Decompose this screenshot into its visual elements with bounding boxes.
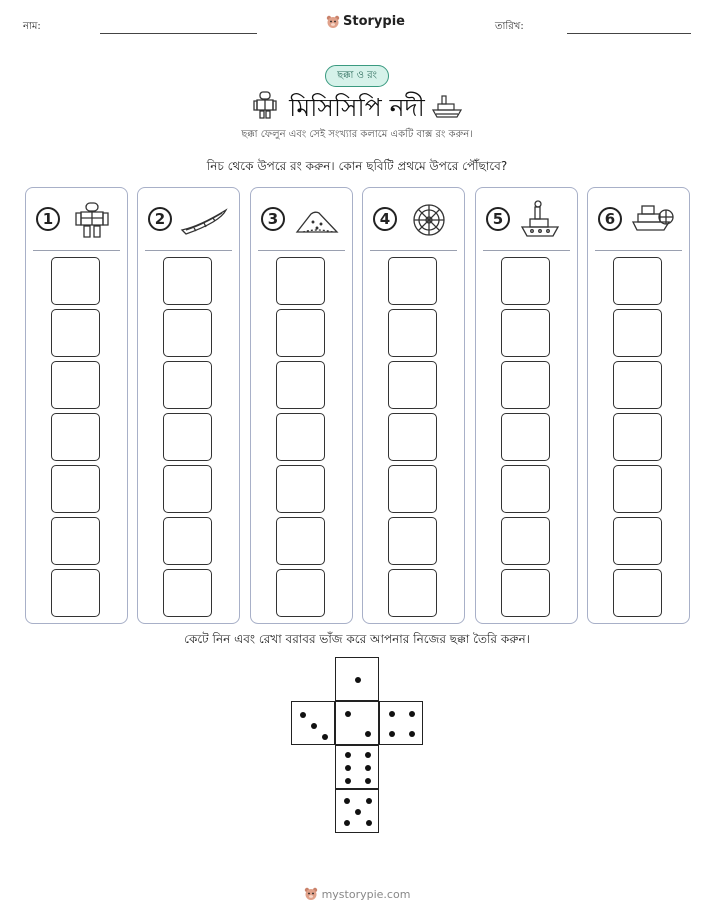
die-pip	[366, 798, 372, 804]
paddle-wheel-icon	[405, 200, 453, 240]
column-number: 5	[486, 207, 510, 231]
color-box[interactable]	[501, 361, 550, 409]
canoe-icon	[180, 200, 228, 240]
die-pip	[345, 765, 351, 771]
instruction-text: নিচ থেকে উপরে রং করুন। কোন ছবিটি প্রথমে উপরে পৌঁছাবে?	[206, 159, 508, 173]
color-box[interactable]	[276, 309, 325, 357]
color-box[interactable]	[163, 361, 212, 409]
color-box[interactable]	[613, 413, 662, 461]
color-box[interactable]	[163, 413, 212, 461]
color-box[interactable]	[163, 257, 212, 305]
die-face-1	[335, 657, 379, 701]
color-box[interactable]	[163, 465, 212, 513]
color-box[interactable]	[613, 569, 662, 617]
column-1	[25, 187, 128, 624]
color-box[interactable]	[501, 413, 550, 461]
date-label: তারিখ:	[495, 21, 524, 32]
color-box[interactable]	[51, 465, 100, 513]
color-box[interactable]	[51, 361, 100, 409]
die-pip	[300, 712, 306, 718]
name-label: নাম:	[23, 21, 41, 32]
color-box[interactable]	[163, 309, 212, 357]
cut-instruction: কেটে নিন এবং রেখা বরাবর ভাঁজ করে আপনার নিজের ছক্কা তৈরি করুন।	[184, 632, 530, 646]
column-divider	[33, 250, 120, 251]
column-5	[475, 187, 578, 624]
color-box[interactable]	[388, 309, 437, 357]
color-box[interactable]	[613, 465, 662, 513]
brand-logo	[326, 14, 405, 29]
die-pip	[355, 677, 361, 683]
column-number: 3	[261, 207, 285, 231]
column-number: 4	[373, 207, 397, 231]
column-number: 1	[36, 207, 60, 231]
color-box[interactable]	[613, 361, 662, 409]
column-divider	[145, 250, 232, 251]
sandbar-icon	[293, 200, 341, 240]
color-box[interactable]	[388, 361, 437, 409]
die-pip	[389, 711, 395, 717]
color-box[interactable]	[276, 569, 325, 617]
brand-name: Storypie	[343, 14, 405, 29]
color-box[interactable]	[51, 257, 100, 305]
color-box[interactable]	[163, 517, 212, 565]
color-box[interactable]	[276, 361, 325, 409]
color-box[interactable]	[501, 465, 550, 513]
die-pip	[345, 752, 351, 758]
color-box[interactable]	[501, 257, 550, 305]
die-face-2	[335, 701, 379, 745]
column-4	[362, 187, 465, 624]
column-3	[250, 187, 353, 624]
name-line[interactable]	[100, 33, 257, 34]
color-box[interactable]	[388, 517, 437, 565]
color-box[interactable]	[613, 309, 662, 357]
die-pip	[311, 723, 317, 729]
color-box[interactable]	[163, 569, 212, 617]
color-box[interactable]	[51, 413, 100, 461]
color-box[interactable]	[501, 517, 550, 565]
die-face-5	[335, 789, 379, 833]
armor-icon	[68, 200, 116, 240]
column-number: 2	[148, 207, 172, 231]
color-box[interactable]	[388, 569, 437, 617]
die-pip	[409, 711, 415, 717]
bear-icon	[326, 15, 340, 29]
column-number: 6	[598, 207, 622, 231]
footer-url[interactable]: mystorypie.com	[321, 887, 411, 901]
activity-badge: ছক্কা ও রং	[325, 65, 389, 87]
color-box[interactable]	[501, 569, 550, 617]
die-pip	[409, 731, 415, 737]
die-pip	[365, 778, 371, 784]
column-6	[587, 187, 690, 624]
color-box[interactable]	[51, 569, 100, 617]
die-pip	[345, 711, 351, 717]
page-title: মিসিসিপি নদী	[289, 93, 425, 122]
footer	[0, 887, 714, 901]
die-pip	[344, 820, 350, 826]
date-line[interactable]	[567, 33, 691, 34]
color-box[interactable]	[276, 517, 325, 565]
die-face-4	[379, 701, 423, 745]
column-divider	[483, 250, 570, 251]
column-divider	[258, 250, 345, 251]
die-pip	[344, 798, 350, 804]
color-box[interactable]	[388, 413, 437, 461]
color-box[interactable]	[613, 517, 662, 565]
color-box[interactable]	[388, 465, 437, 513]
die-pip	[365, 752, 371, 758]
color-box[interactable]	[51, 517, 100, 565]
color-box[interactable]	[388, 257, 437, 305]
color-box[interactable]	[276, 257, 325, 305]
die-pip	[365, 731, 371, 737]
column-2	[137, 187, 240, 624]
die-face-3	[291, 701, 335, 745]
color-box[interactable]	[276, 465, 325, 513]
die-pip	[366, 820, 372, 826]
die-pip	[389, 731, 395, 737]
die-pip	[322, 734, 328, 740]
steamboat-icon	[518, 200, 566, 240]
column-divider	[370, 250, 457, 251]
die-face-6	[335, 745, 379, 789]
color-box[interactable]	[51, 309, 100, 357]
color-box[interactable]	[276, 413, 325, 461]
color-box[interactable]	[501, 309, 550, 357]
color-box[interactable]	[613, 257, 662, 305]
steamboat-title-icon	[432, 94, 462, 120]
page-subtitle: ছক্কা ফেলুন এবং সেই সংখ্যার কলামে একটি বাক্স রং করুন।	[241, 129, 473, 140]
die-pip	[345, 778, 351, 784]
riverboat-icon	[630, 200, 678, 240]
column-divider	[595, 250, 682, 251]
die-pip	[365, 765, 371, 771]
die-pip	[355, 809, 361, 815]
bear-icon	[304, 887, 318, 901]
